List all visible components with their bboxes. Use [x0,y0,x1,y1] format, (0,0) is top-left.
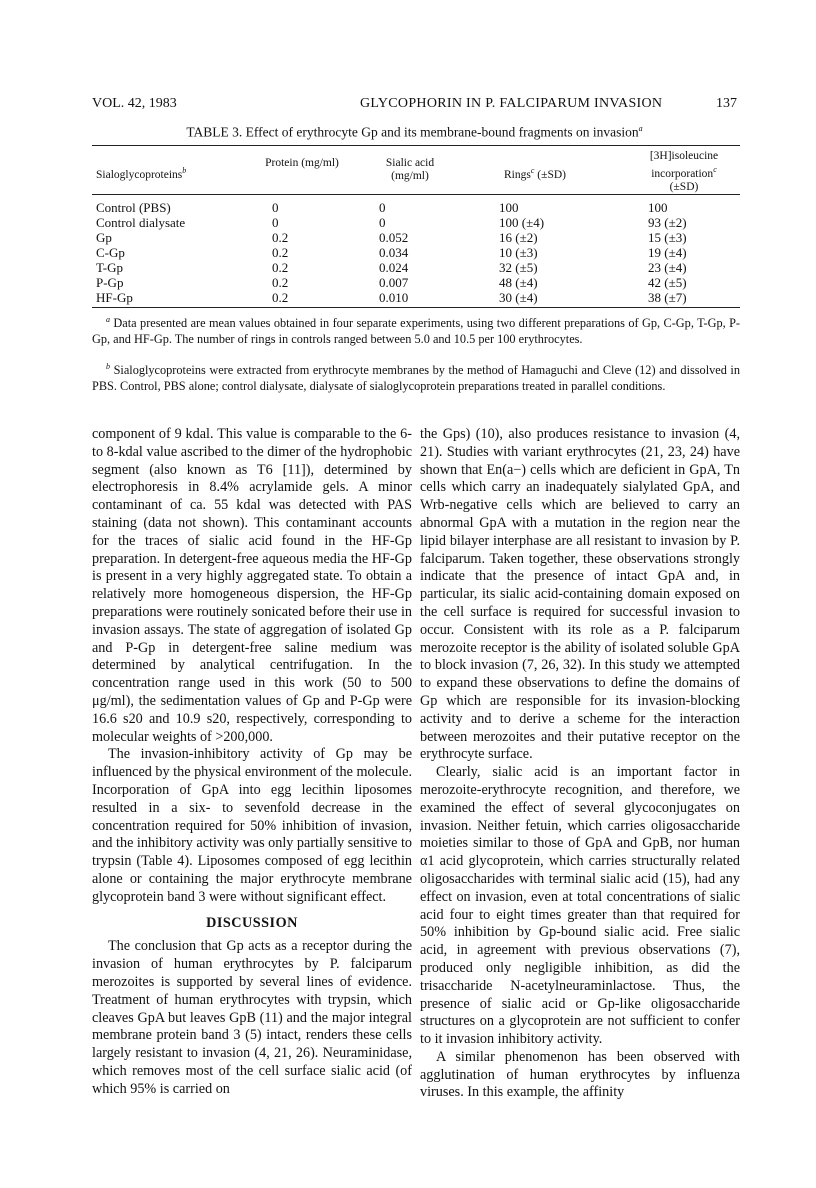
col-header-sialoglycoproteins: Sialoglycoproteins$^b$ [96,166,187,181]
paragraph: Clearly, sialic acid is an important factor in merozoite-erythrocyte recognition, and therefore, we examined the effect of several glycoconjugates on invasion. Neither fetuin, which carries oligosaccharide moieties similar to those of GpA and GpB, nor human α1 acid glycoprotein, which carries structurally related oligosaccharides with terminal sialic acid (15), had any effect on invasion, even at total concentrations of sialic acid four to eight times greater than that required for 50% inhibition by Gp-bound sialic acid. Free sialic acid, in agreement with previous observations (7), produced only negligible inhibition, as did the trisaccharide N-acetylneuraminlactose. Thus, the presence of sialic acid or Gp-like oligosaccharide structures on a glycoprotein are not sufficient to confer to it invasion inhibitory activity. [420,764,740,1048]
table-footnote-a: $^a$ Data presented are mean values obtained in four separate experiments, using two different preparations of Gp, C-Gp, T-Gp, P-Gp, and HF-Gp. The number of rings in controls ranged between 5.0 and 10.5 per 100 erythrocytes. [92,315,741,346]
table-row: C-Gp 0.2 0.034 10 (±3) 19 (±4) [96,245,687,260]
col-header-rings: Rings$^c$ (±SD) [504,166,566,181]
paragraph: the Gps) (10), also produces resistance to invasion (4, 21). Studies with variant erythrocytes (21, 23, 24) have shown that En(a−) cells which are deficient in GpA, Tn cells which carry an inadequately sialylated GpA, and Wrb-negative cells which are believed to carry an abnormal GpA with a mutation in the region near the lipid bilayer interphase are all resistant to invasion by P. falciparum. Taken together, these observations strongly indicate that the presence of intact GpA and, in particular, its sialic acid-containing domain exposed on the cell surface is required for successful invasion to occur. Consistent with its role as a P. falciparum merozoite receptor is the ability of isolated soluble GpA to block invasion (7, 26, 32). In this study we attempted to expand these observations to define the domains of Gp which are responsible for its invasion-blocking activity and to derive a scheme for the interaction between merozoites and their putative receptor on the erythrocyte surface. [420,426,740,763]
right-column [420,426,740,1102]
col-header-sialic-acid: Sialic acid (mg/ml) [385,157,435,182]
table-header-rule [92,194,740,195]
paragraph: The invasion-inhibitory activity of Gp may be influenced by the physical environment of the molecule. Incorporation of GpA into egg lecithin liposomes resulted in a six- to sevenfold decrease in the concentration required for 50% inhibition of invasion, and the inhibitory activity was only partially sensitive to trypsin (Table 4). Liposomes composed of egg lecithin alone or containing the major erythrocyte membrane glycoprotein band 3 were without significant effect. [92,746,412,905]
col-header-protein: Protein (mg/ml) [265,157,339,169]
left-column [92,426,412,1098]
paragraph: component of 9 kdal. This value is comparable to the 6- to 8-kdal value ascribed to the dimer of the hydrophobic segment (also known as T6 [11]), determined by electrophoresis in 8.4% acrylamide gels. A minor contaminant of ca. 55 kdal was detected with PAS staining (data not shown). This contaminant accounts for the traces of sialic acid found in the HF-Gp preparation. In detergent-free aqueous media the HF-Gp is present in a very highly aggregated state. To obtain a relatively more homogeneous dispersion, the HF-Gp preparations were routinely sonicated before their use in invasion assays. The state of aggregation of isolated Gp and P-Gp in detergent-free saline medium was determined by analytical centrifugation. In the concentration range used in this work (50 to 500 μg/ml), the sedimentation values of Gp and P-Gp were 16.6 s20 and 10.9 s20, respectively, corresponding to molecular weights of >200,000. [92,426,412,745]
page-number: 137 [716,96,737,111]
table-row: HF-Gp 0.2 0.010 30 (±4) 38 (±7) [96,290,687,305]
running-title: GLYCOPHORIN IN P. FALCIPARUM INVASION [360,96,663,111]
paragraph: The conclusion that Gp acts as a receptor during the invasion of human erythrocytes by P. falciparum merozoites is supported by several lines of evidence. Treatment of human erythrocytes with trypsin, which cleaves GpA but leaves GpB (11) and the major integral membrane protein band 3 (5) intact, renders these cells largely resistant to invasion (4, 21, 26). Neuraminidase, which removes most of the cell surface sialic acid (of which 95% is carried on [92,938,412,1097]
table-row: Gp 0.2 0.052 16 (±2) 15 (±3) [96,230,687,245]
table-top-rule [92,145,740,146]
table-row: P-Gp 0.2 0.007 48 (±4) 42 (±5) [96,275,687,290]
table-bottom-rule [92,307,740,308]
table-caption: TABLE 3. Effect of erythrocyte Gp and its membrane-bound fragments on invasion$^a$ [186,124,643,140]
table-row: T-Gp 0.2 0.024 32 (±5) 23 (±4) [96,260,687,275]
table-row: Control (PBS) 0 0 100 100 [96,200,668,215]
running-header [92,96,737,118]
journal-volume: VOL. 42, 1983 [92,96,177,111]
table-footnote-b: $^b$ Sialoglycoproteins were extracted from erythrocyte membranes by the method of Hamaguchi and Cleve (12) and dissolved in PBS. Control, PBS alone; control dialysate, dialysate of sialoglycoprotein preparations treated in parallel conditions. [92,362,740,393]
table-row: Control dialysate 0 0 100 (±4) 93 (±2) [96,215,687,230]
section-heading: DISCUSSION [206,914,298,931]
col-header-isoleucine: [3H]isoleucine incorporation$^c$ (±SD) [649,150,719,193]
paragraph: A similar phenomenon has been observed with agglutination of human erythrocytes by influenza viruses. In this example, the affinity [420,1048,740,1101]
